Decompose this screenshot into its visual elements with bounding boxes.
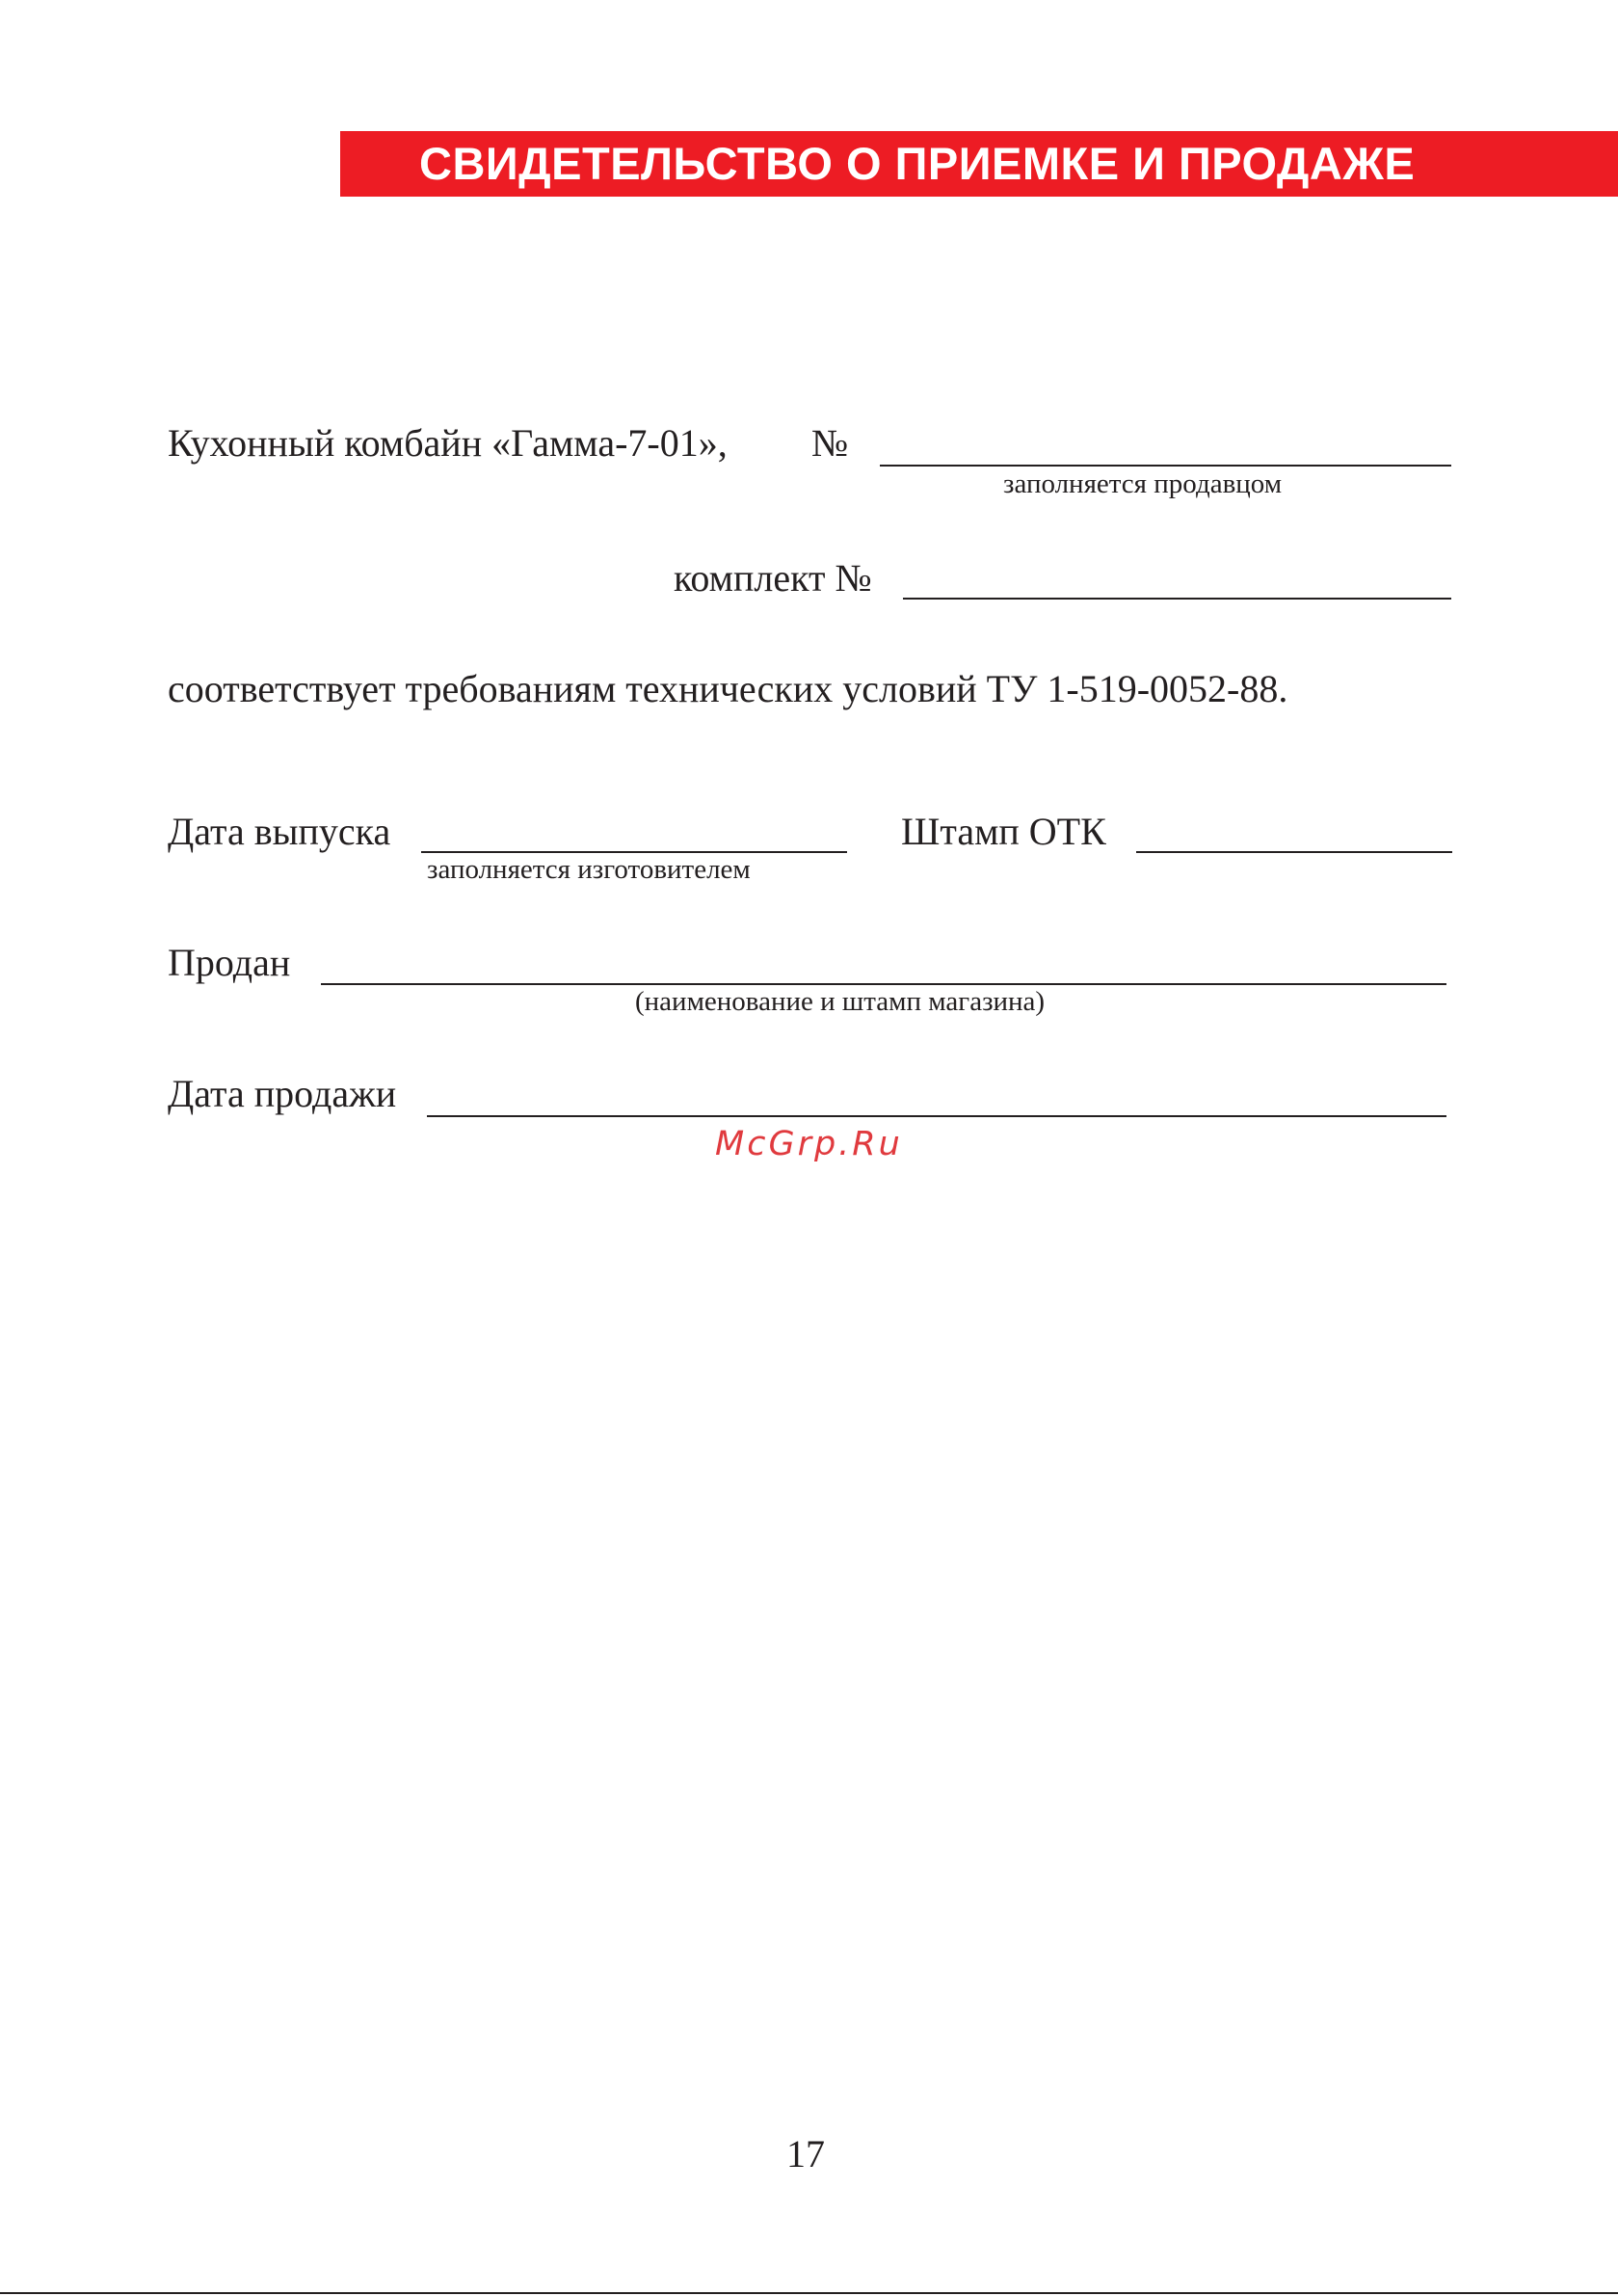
release-date-hint: заполняется изготовителем: [427, 854, 751, 885]
product-number-sign: №: [811, 421, 849, 465]
product-number-field[interactable]: [880, 465, 1451, 467]
compliance-text: соответствует требованиям технических условий ТУ 1-519-0052-88.: [168, 667, 1288, 710]
sold-hint: (наименование и штамп магазина): [635, 986, 1046, 1017]
sold-field[interactable]: [321, 983, 1446, 985]
otk-stamp-field[interactable]: [1136, 851, 1452, 853]
otk-stamp-label: Штамп ОТК: [901, 810, 1106, 853]
product-number-hint: заполняется продавцом: [1003, 468, 1283, 499]
kit-number-field[interactable]: [903, 598, 1451, 600]
sold-label: Продан: [168, 941, 291, 984]
product-label: Кухонный комбайн «Гамма-7-01»,: [168, 421, 728, 465]
sale-date-label: Дата продажи: [168, 1072, 397, 1115]
release-date-field[interactable]: [421, 851, 847, 853]
page-number: 17: [786, 2132, 825, 2176]
sale-date-field[interactable]: [427, 1115, 1446, 1117]
kit-label: комплект №: [674, 556, 872, 600]
bottom-divider: [0, 2292, 1618, 2294]
page-title: СВИДЕТЕЛЬСТВО О ПРИЕМКЕ И ПРОДАЖЕ: [419, 138, 1416, 189]
release-date-label: Дата выпуска: [168, 810, 391, 853]
watermark: McGrp.Ru: [715, 1125, 903, 1163]
